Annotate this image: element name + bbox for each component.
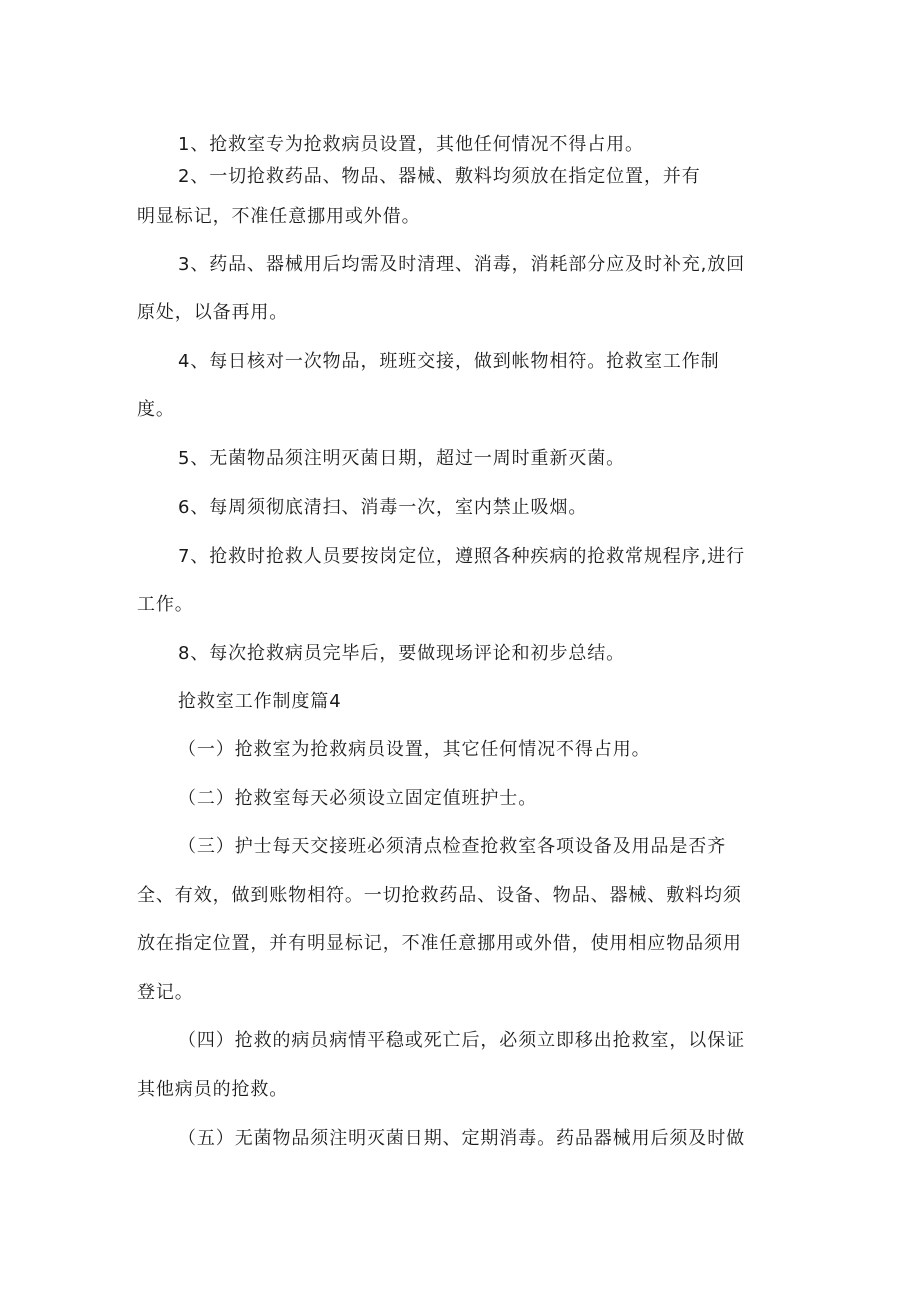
section-heading: 抢救室工作制度篇4 — [178, 691, 342, 712]
item-3-line-3: 放在指定位置，并有明显标记，不准任意挪用或外借，使用相应物品须用 — [137, 933, 742, 954]
item-3-line-1: （三）护士每天交接班必须清点检查抢救室各项设备及用品是否齐 — [178, 836, 727, 857]
item-4-line-2: 其他病员的抢救。 — [137, 1079, 289, 1100]
rule-7-line-2: 工作。 — [137, 594, 194, 615]
item-4-line-1: （四）抢救的病员病情平稳或死亡后，必须立即移出抢救室，以保证 — [178, 1030, 745, 1051]
item-5-line-1: （五）无菌物品须注明灭菌日期、定期消毒。药品器械用后须及时做 — [178, 1128, 745, 1149]
rule-2-line-1: 2、一切抢救药品、物品、器械、敷料均须放在指定位置，并有 — [178, 166, 701, 187]
rule-4-line-2: 度。 — [137, 399, 175, 420]
item-1-line-1: （一）抢救室为抢救病员设置，其它任何情况不得占用。 — [178, 739, 651, 760]
rule-1-line-1: 1、抢救室专为抢救病员设置，其他任何情况不得占用。 — [178, 134, 644, 155]
item-2-line-1: （二）抢救室每天必须设立固定值班护士。 — [178, 788, 538, 809]
rule-2-line-2: 明显标记，不准任意挪用或外借。 — [137, 206, 421, 227]
item-3-line-4: 登记。 — [137, 982, 194, 1003]
rule-5-line-1: 5、无菌物品须注明灭菌日期，超过一周时重新灭菌。 — [178, 448, 626, 469]
item-3-line-2: 全、有效，做到账物相符。一切抢救药品、设备、物品、器械、敷料均须 — [137, 885, 742, 906]
rule-4-line-1: 4、每日核对一次物品，班班交接，做到帐物相符。抢救室工作制 — [178, 351, 720, 372]
rule-7-line-1: 7、抢救时抢救人员要按岗定位，遵照各种疾病的抢救常规程序,进行 — [178, 546, 746, 567]
rule-8-line-1: 8、每次抢救病员完毕后，要做现场评论和初步总结。 — [178, 643, 626, 664]
rule-3-line-2: 原处，以备再用。 — [137, 302, 289, 323]
rule-6-line-1: 6、每周须彻底清扫、消毒一次，室内禁止吸烟。 — [178, 497, 588, 518]
rule-3-line-1: 3、药品、器械用后均需及时清理、消毒，消耗部分应及时补充,放回 — [178, 254, 746, 275]
